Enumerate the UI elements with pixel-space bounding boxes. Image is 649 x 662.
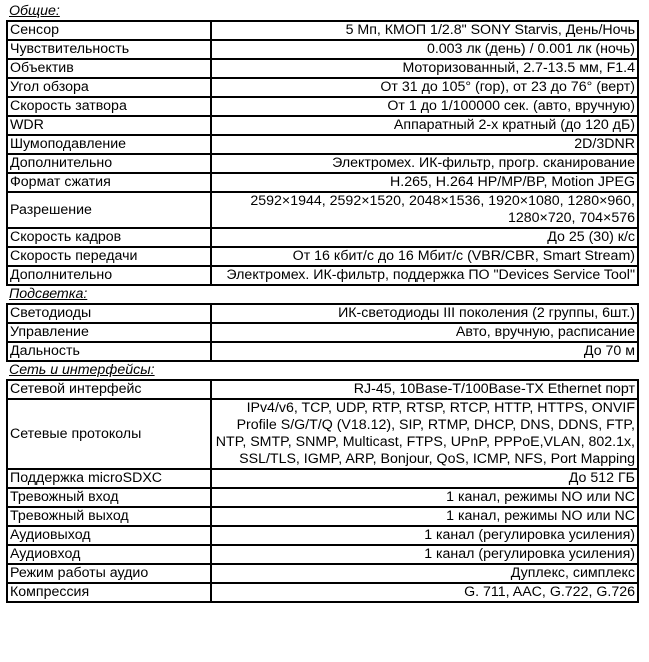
table-row bbox=[7, 583, 638, 602]
spec-value: RJ-45, 10Base-T/100Base-TX Ethernet порт bbox=[211, 380, 638, 399]
spec-key: Скорость затвора bbox=[7, 97, 211, 116]
spec-value: 1 канал (регулировка усиления) bbox=[211, 526, 638, 545]
spec-key: Сетевой интерфейс bbox=[7, 380, 211, 399]
spec-key: Компрессия bbox=[7, 583, 211, 602]
spec-sections bbox=[6, 3, 639, 603]
table-row bbox=[7, 247, 638, 266]
table-row bbox=[7, 380, 638, 399]
spec-document bbox=[6, 0, 639, 603]
spec-key: Угол обзора bbox=[7, 78, 211, 97]
spec-key: Сетевые протоколы bbox=[7, 399, 211, 469]
spec-key: Поддержка microSDXC bbox=[7, 469, 211, 488]
table-row bbox=[7, 173, 638, 192]
spec-value: 0.003 лк (день) / 0.001 лк (ночь) bbox=[211, 40, 638, 59]
spec-key: Аудиовыход bbox=[7, 526, 211, 545]
spec-key: Аудиовход bbox=[7, 545, 211, 564]
spec-key: Разрешение bbox=[7, 192, 211, 228]
table-row bbox=[7, 78, 638, 97]
table-row bbox=[7, 116, 638, 135]
table-row bbox=[7, 526, 638, 545]
spec-value: От 31 до 105° (гор), от 23 до 76° (верт) bbox=[211, 78, 638, 97]
spec-value: 2D/3DNR bbox=[211, 135, 638, 154]
spec-value: До 512 ГБ bbox=[211, 469, 638, 488]
spec-value: Электромех. ИК-фильтр, поддержка ПО "Devices Service Tool" bbox=[211, 266, 638, 285]
spec-key: Управление bbox=[7, 323, 211, 342]
table-row bbox=[7, 97, 638, 116]
spec-value: H.265, H.264 HP/MP/BP, Motion JPEG bbox=[211, 173, 638, 192]
spec-value: От 1 до 1/100000 сек. (авто, вручную) bbox=[211, 97, 638, 116]
spec-value: IPv4/v6, TCP, UDP, RTP, RTSP, RTCP, HTTP, HTTPS, ONVIF Profile S/G/T/Q (V18.12), SIP, RTMP, DHCP, DNS, DDNS, FTP, NTP, SMTP, SNMP, Multicast, FTPS, UPnP, PPPoE,VLAN, 802.1x, SSL/TLS, IGMP, ARP, Bonjour, QoS, ICMP, NFS, Port Mapping bbox=[211, 399, 638, 469]
spec-key: Объектив bbox=[7, 59, 211, 78]
table-row bbox=[7, 342, 638, 361]
spec-key: Дополнительно bbox=[7, 154, 211, 173]
spec-key: Режим работы аудио bbox=[7, 564, 211, 583]
spec-key: Шумоподавление bbox=[7, 135, 211, 154]
spec-value: G. 711, AAC, G.722, G.726 bbox=[211, 583, 638, 602]
section-title-illumination: Подсветка: bbox=[9, 286, 88, 302]
spec-value: 1 канал, режимы NO или NC bbox=[211, 507, 638, 526]
table-row bbox=[7, 304, 638, 323]
spec-value: 1 канал, режимы NO или NC bbox=[211, 488, 638, 507]
table-row bbox=[7, 192, 638, 228]
spec-key: Тревожный выход bbox=[7, 507, 211, 526]
spec-value: ИК-светодиоды III поколения (2 группы, 6шт.) bbox=[211, 304, 638, 323]
spec-value: До 70 м bbox=[211, 342, 638, 361]
spec-table-network bbox=[6, 379, 639, 603]
section-title-general: Общие: bbox=[9, 3, 60, 19]
table-row bbox=[7, 59, 638, 78]
spec-key: Формат сжатия bbox=[7, 173, 211, 192]
spec-value: 1 канал (регулировка усиления) bbox=[211, 545, 638, 564]
spec-value: Электромех. ИК-фильтр, прогр. сканирование bbox=[211, 154, 638, 173]
spec-value: До 25 (30) к/с bbox=[211, 228, 638, 247]
spec-key: Тревожный вход bbox=[7, 488, 211, 507]
spec-value: Авто, вручную, расписание bbox=[211, 323, 638, 342]
table-row bbox=[7, 228, 638, 247]
spec-value: 2592×1944, 2592×1520, 2048×1536, 1920×1080, 1280×960, 1280×720, 704×576 bbox=[211, 192, 638, 228]
cut-off-heading bbox=[6, 0, 639, 3]
table-row bbox=[7, 399, 638, 469]
spec-table-general bbox=[6, 20, 639, 286]
table-row bbox=[7, 488, 638, 507]
table-row bbox=[7, 545, 638, 564]
spec-key: Сенсор bbox=[7, 21, 211, 40]
table-row bbox=[7, 21, 638, 40]
spec-value: Моторизованный, 2.7-13.5 мм, F1.4 bbox=[211, 59, 638, 78]
spec-key: Чувствительность bbox=[7, 40, 211, 59]
spec-key: Скорость кадров bbox=[7, 228, 211, 247]
spec-key: Светодиоды bbox=[7, 304, 211, 323]
section-title-network: Сеть и интерфейсы: bbox=[9, 362, 155, 378]
table-row bbox=[7, 40, 638, 59]
spec-key: Дальность bbox=[7, 342, 211, 361]
table-row bbox=[7, 469, 638, 488]
spec-key: Дополнительно bbox=[7, 266, 211, 285]
table-row bbox=[7, 135, 638, 154]
spec-key: Скорость передачи bbox=[7, 247, 211, 266]
spec-value: Аппаратный 2-х кратный (до 120 дБ) bbox=[211, 116, 638, 135]
spec-table-illumination bbox=[6, 303, 639, 362]
table-row bbox=[7, 323, 638, 342]
spec-value: Дуплекс, симплекс bbox=[211, 564, 638, 583]
spec-key: WDR bbox=[7, 116, 211, 135]
table-row bbox=[7, 507, 638, 526]
table-row bbox=[7, 266, 638, 285]
table-row bbox=[7, 154, 638, 173]
spec-value: 5 Мп, КМОП 1/2.8" SONY Starvis, День/Ночь bbox=[211, 21, 638, 40]
table-row bbox=[7, 564, 638, 583]
spec-value: От 16 кбит/с до 16 Мбит/с (VBR/CBR, Smart Stream) bbox=[211, 247, 638, 266]
